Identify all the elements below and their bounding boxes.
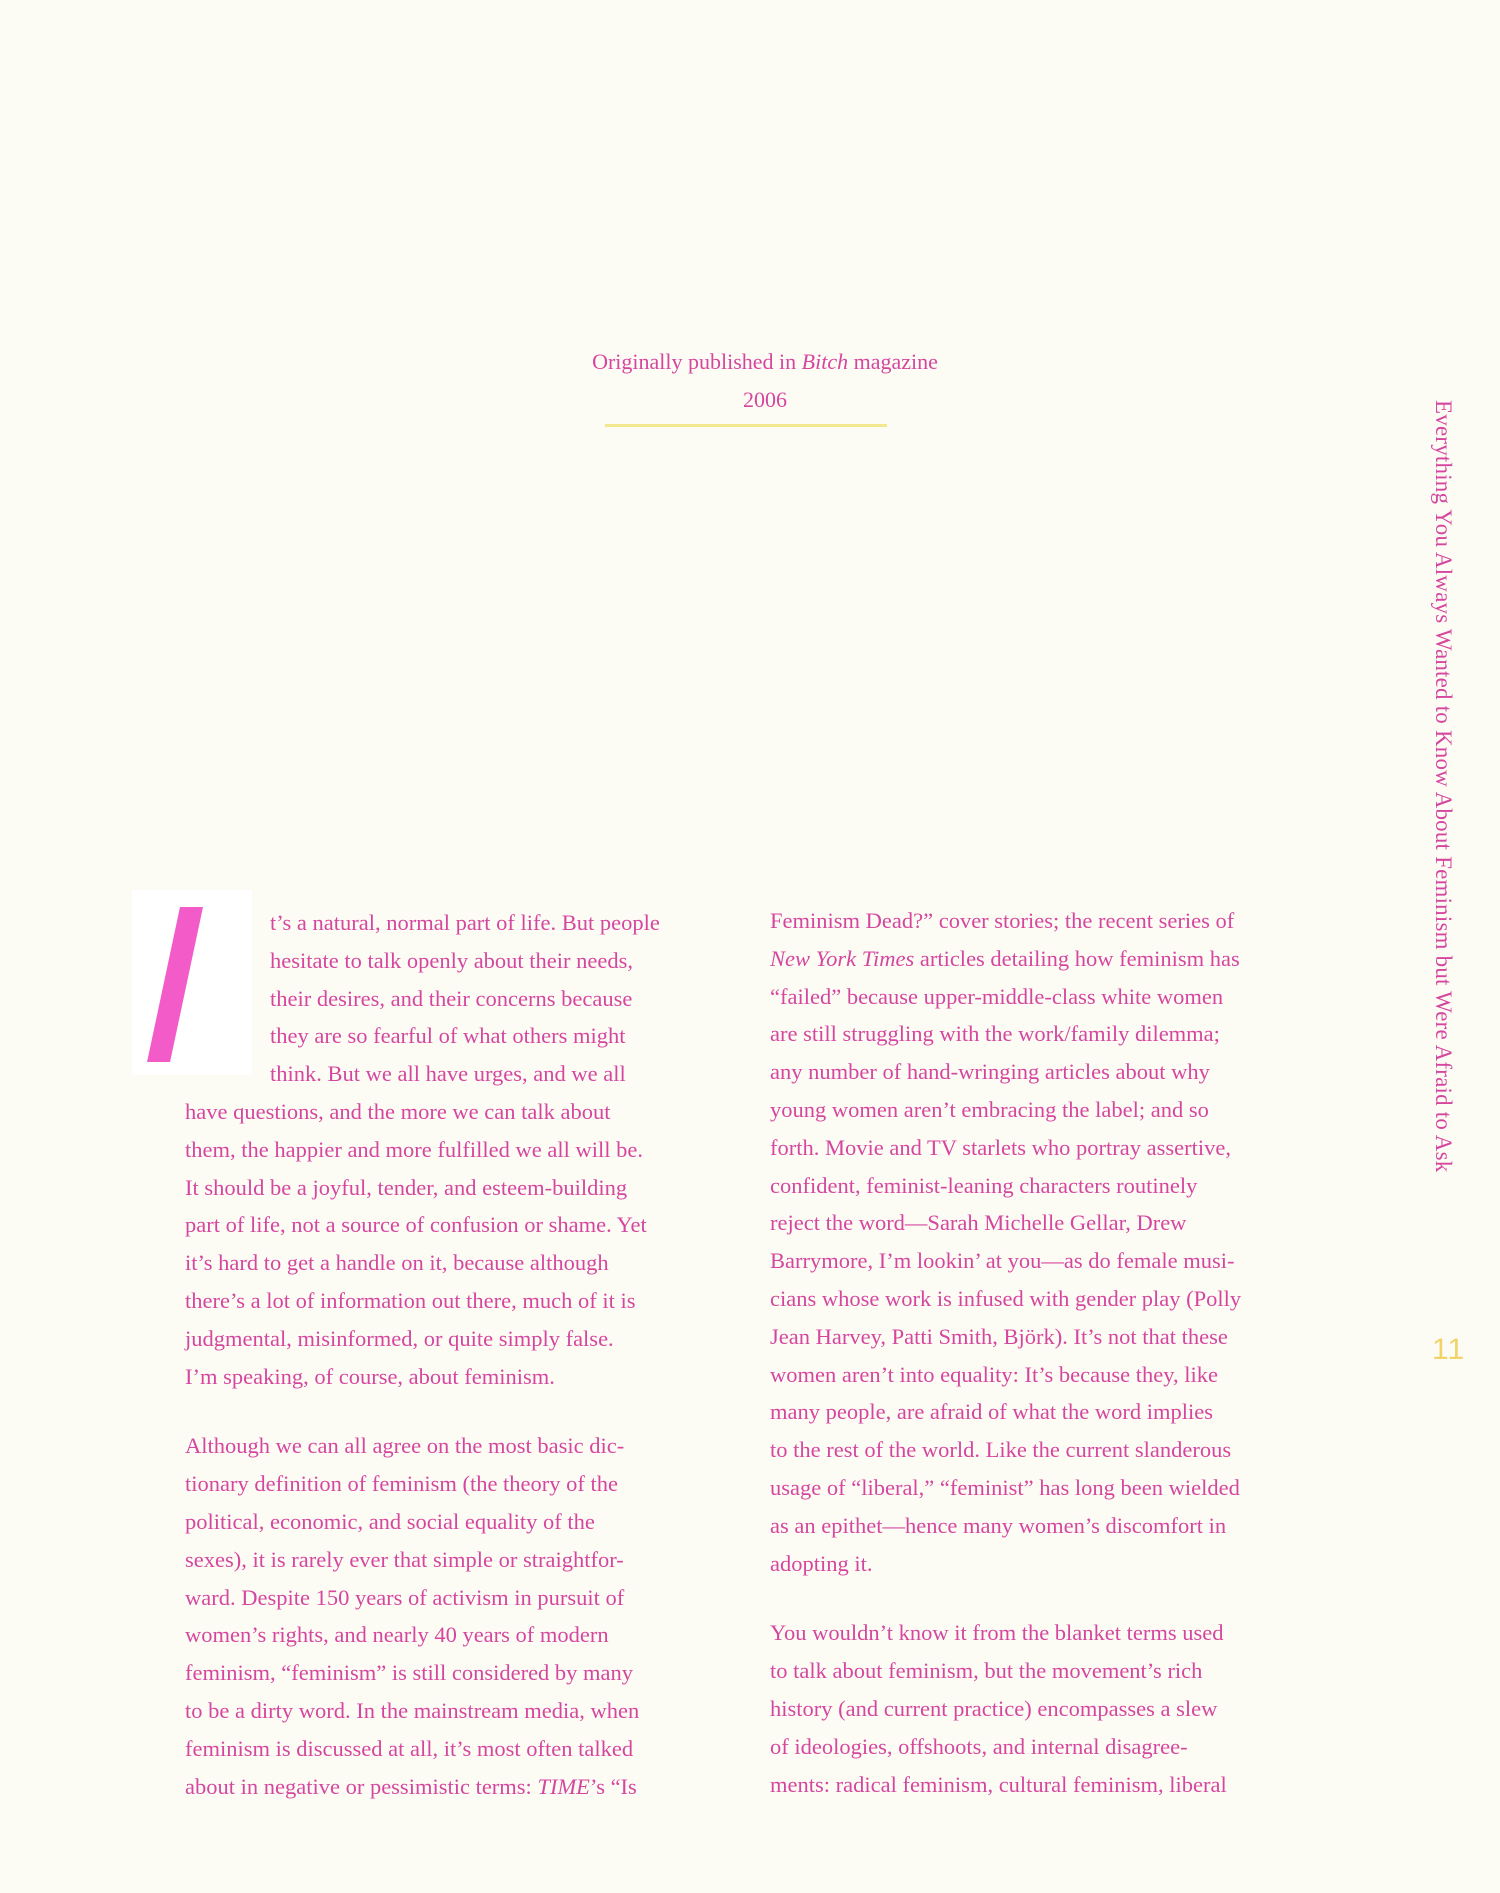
text-line: them, the happier and more fulfilled we all will be. (185, 1136, 643, 1162)
text-line: cians whose work is infused with gender play (Polly (770, 1285, 1242, 1311)
newspaper-title: New York Times (770, 945, 915, 971)
text-line: forth. Movie and TV starlets who portray assertive, (770, 1134, 1231, 1160)
right-column (770, 902, 1350, 1803)
publication-year: 2006 (743, 387, 787, 412)
text-line: You wouldn’t know it from the blanket terms used (770, 1620, 1224, 1646)
text-line: think. But we all have urges, and we all (270, 1061, 626, 1087)
text-line: they are so fearful of what others might (270, 1023, 626, 1049)
page-number: 11 (1432, 1333, 1466, 1366)
text-line: any number of hand-wringing articles about why (770, 1059, 1210, 1085)
magazine-name: Bitch (801, 349, 849, 374)
text-line: It should be a joyful, tender, and esteem-building (185, 1174, 628, 1200)
text-line: Jean Harvey, Patti Smith, Björk). It’s not that these (770, 1323, 1228, 1349)
text-line: I’m speaking, of course, about feminism. (185, 1363, 555, 1389)
text-line: to be a dirty word. In the mainstream media, when (185, 1697, 640, 1723)
text-line: New York Times articles detailing how feminism has (770, 945, 1240, 971)
text-line: as an epithet—hence many women’s discomfort in (770, 1512, 1227, 1538)
text-line: sexes), it is rarely ever that simple or straightfor- (185, 1546, 624, 1572)
text-line: women aren’t into equality: It’s because they, like (770, 1361, 1218, 1387)
text-line: ments: radical feminism, cultural feminism, liberal (770, 1771, 1227, 1797)
text-line: have questions, and the more we can talk about (185, 1098, 611, 1124)
text-line: part of life, not a source of confusion or shame. Yet (185, 1212, 647, 1238)
text-line: there’s a lot of information out there, much of it is (185, 1287, 636, 1313)
text-line: to the rest of the world. Like the current slanderous (770, 1437, 1232, 1463)
paragraph-gap (185, 1395, 745, 1427)
text-line: judgmental, misinformed, or quite simply false. (185, 1325, 614, 1351)
text-line: usage of “liberal,” “feminist” has long been wielded (770, 1474, 1240, 1500)
text-line: “failed” because upper-middle-class white women (770, 983, 1224, 1009)
text-line: Although we can all agree on the most basic dic- (185, 1433, 625, 1459)
magazine-title: TIME (537, 1773, 590, 1799)
left-column (185, 904, 745, 1805)
text-line: Feminism Dead?” cover stories; the recent series of (770, 908, 1235, 933)
text-line: history (and current practice) encompasses a slew (770, 1695, 1218, 1721)
text-line: reject the word—Sarah Michelle Gellar, Drew (770, 1210, 1187, 1236)
running-head: Everything You Always Wanted to Know About Feminism but Were Afraid to Ask (1431, 400, 1456, 1173)
text-line: feminism is discussed at all, it’s most often talked (185, 1735, 634, 1761)
text-line: confident, feminist-leaning characters routinely (770, 1172, 1198, 1198)
text-line: about in negative or pessimistic terms: TIME’s “Is (185, 1773, 637, 1799)
text-line: t’s a natural, normal part of life. But people (270, 910, 660, 935)
text-line: Barrymore, I’m lookin’ at you—as do female musi- (770, 1248, 1235, 1274)
text-line: feminism, “feminism” is still considered by many (185, 1660, 634, 1686)
text-line: adopting it. (770, 1550, 873, 1576)
header-divider (605, 424, 887, 427)
text-line: ward. Despite 150 years of activism in pursuit of (185, 1584, 625, 1610)
text-line: political, economic, and social equality of the (185, 1508, 595, 1534)
text-line: hesitate to talk openly about their needs, (270, 947, 634, 973)
paragraph-gap (770, 1582, 1350, 1614)
text-line: women’s rights, and nearly 40 years of modern (185, 1622, 609, 1648)
text-line: young women aren’t embracing the label; and so (770, 1096, 1209, 1122)
text-line: it’s hard to get a handle on it, because although (185, 1250, 609, 1276)
text-line: are still struggling with the work/family dilemma; (770, 1021, 1220, 1047)
text-line: of ideologies, offshoots, and internal disagree- (770, 1733, 1188, 1759)
text-line: their desires, and their concerns because (270, 985, 633, 1011)
publication-note: Originally published in Bitch magazine (592, 349, 938, 374)
publication-header (480, 343, 1050, 419)
text-line: to talk about feminism, but the movement’s rich (770, 1658, 1203, 1684)
text-line: many people, are afraid of what the word implies (770, 1399, 1213, 1425)
text-line: tionary definition of feminism (the theory of the (185, 1471, 619, 1497)
